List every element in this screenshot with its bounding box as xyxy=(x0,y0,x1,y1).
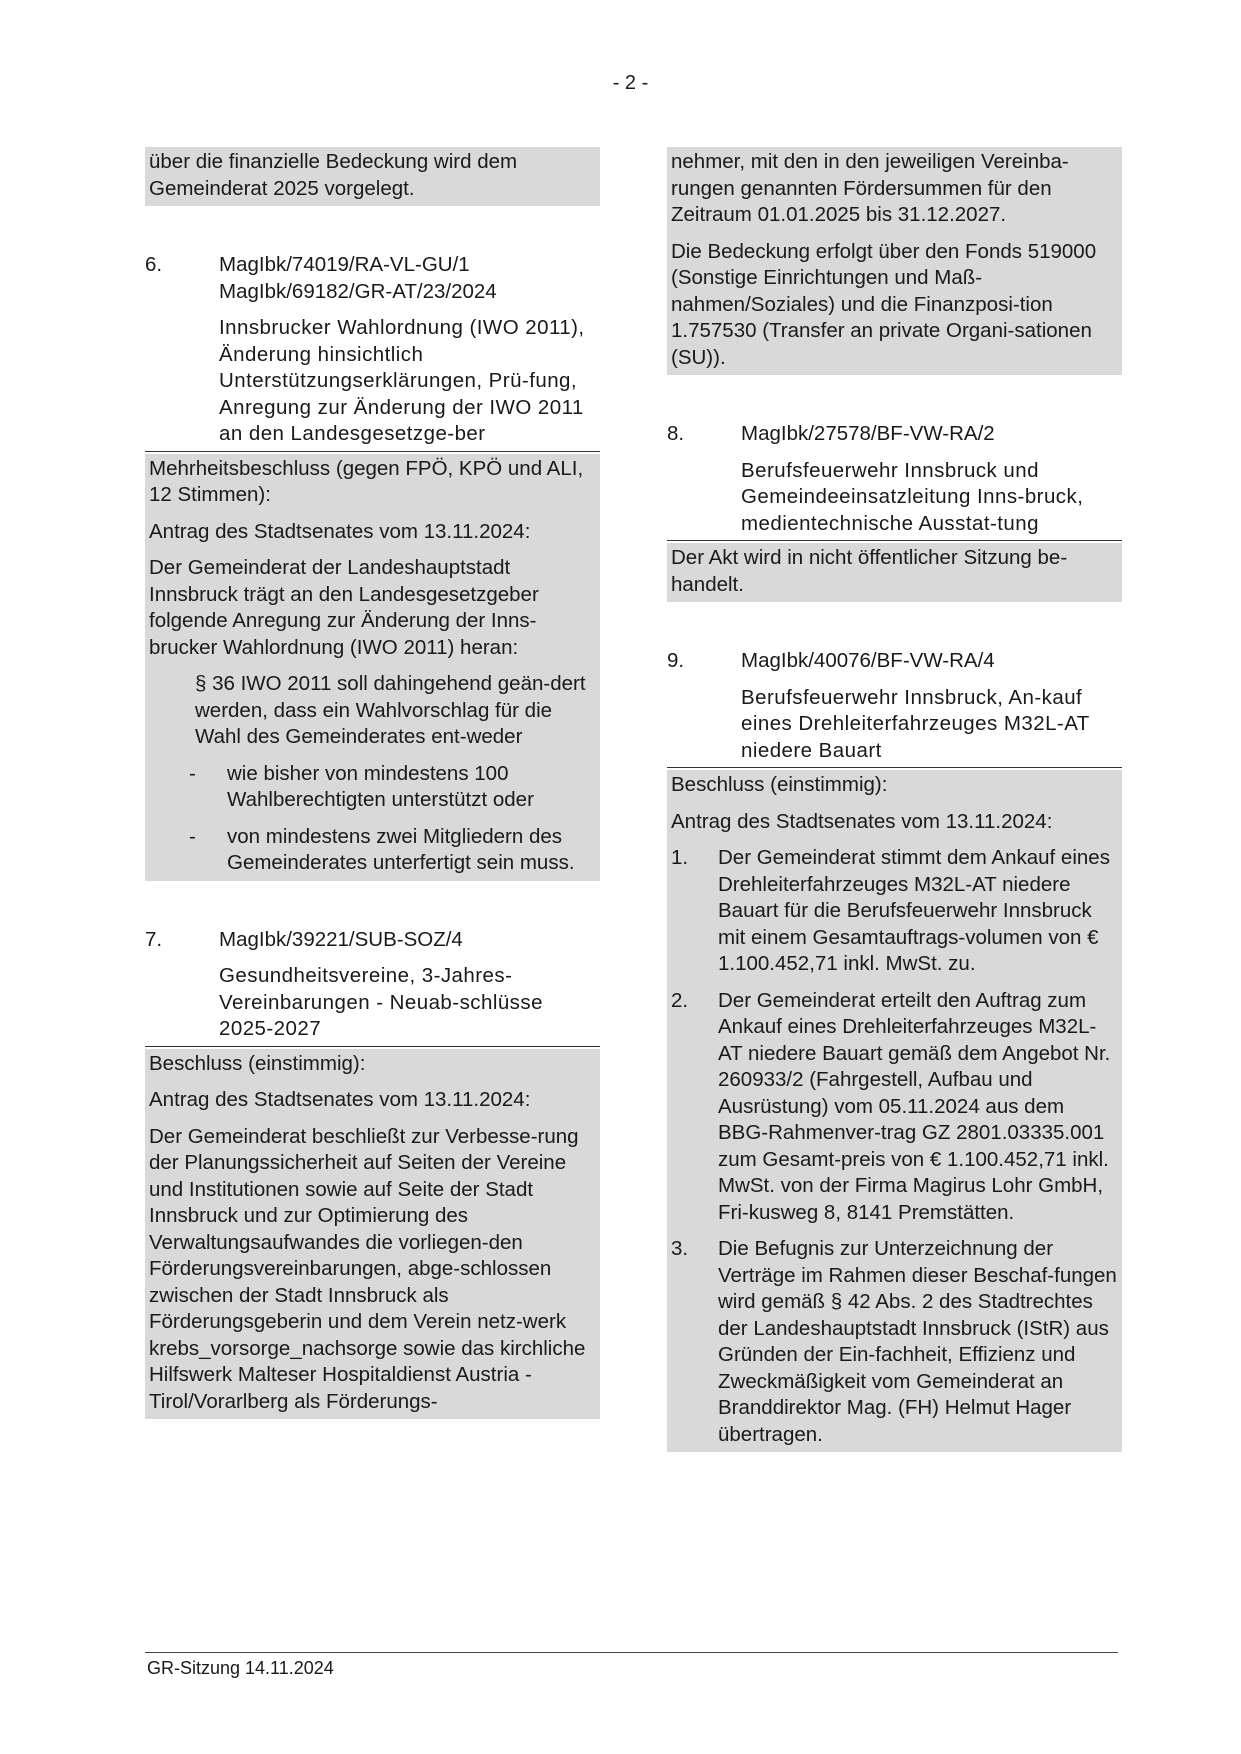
item-8-divider xyxy=(667,540,1122,541)
item-7-motion: Antrag des Stadtsenates vom 13.11.2024: xyxy=(149,1088,531,1111)
item-6-head xyxy=(145,252,600,305)
dash-text: von mindestens zwei Mitgliedern des Gemeinderates unterfertigt sein muss. xyxy=(227,824,575,874)
item-9-title: Berufsfeuerwehr Innsbruck, An-kauf eines Drehleiterfahrzeuges M32L-AT niedere Bauart xyxy=(741,685,1090,762)
item-6-refs xyxy=(219,252,600,305)
agenda-item-6 xyxy=(145,252,600,881)
item-7-body: Der Gemeinderat beschließt zur Verbesse-rung der Planungssicherheit auf Seiten der Vereine und Institutionen sowie auf Seite der Stadt Innsbruck und zur Optimierung des Verwaltungsaufwandes die vorliegen-den Förderungsvereinbarungen, abge-schlossen zwischen der Stadt Innsbruck als Förderungsgeberin und dem Verein netz-werk krebs_vorsorge_nachsorge sowie das kirchliche Hilfswerk Malteser Hospitaldienst Austria - Tirol/Vorarlberg als Förderungs- xyxy=(149,1124,586,1413)
left-column xyxy=(145,147,600,1419)
point-number: 2. xyxy=(671,988,689,1012)
item-9-number: 9. xyxy=(667,649,685,672)
item-8-note: Der Akt wird in nicht öffentlicher Sitzung be-handelt. xyxy=(671,546,1068,596)
dash-text: wie bisher von mindestens 100 Wahlberechtigten unterstützt oder xyxy=(227,761,534,811)
item-7-head xyxy=(145,927,600,954)
continued-block xyxy=(667,147,1122,375)
dash-mark: - xyxy=(189,761,196,785)
item-9-ref: MagIbk/40076/BF-VW-RA/4 xyxy=(741,649,995,672)
right-column xyxy=(667,147,1122,1452)
item-8-ref: MagIbk/27578/BF-VW-RA/2 xyxy=(741,422,995,445)
intro-text: über die finanzielle Bedeckung wird dem Gemeinderat 2025 vorgelegt. xyxy=(149,150,518,200)
item-7-refs xyxy=(219,927,600,954)
item-7-number: 7. xyxy=(145,927,163,951)
footer-text: GR-Sitzung 14.11.2024 xyxy=(147,1658,334,1678)
dash-mark: - xyxy=(189,824,196,848)
agenda-item-9 xyxy=(667,648,1122,1452)
item-9-motion: Antrag des Stadtsenates vom 13.11.2024: xyxy=(671,809,1053,833)
item-7-ref: MagIbk/39221/SUB-SOZ/4 xyxy=(219,927,463,951)
item-6-dash-item xyxy=(189,761,595,814)
item-7-decision: Beschluss (einstimmig): xyxy=(149,1051,366,1075)
point-text: Der Gemeinderat stimmt dem Ankauf eines Drehleiterfahrzeuges M32L-AT niedere Bauart für die Berufsfeuerwehr Innsbruck mit einem Gesamtauftrags-volumen von € 1.100.452,71 inkl. MwSt. zu. xyxy=(718,846,1110,975)
item-8-note-block xyxy=(667,543,1122,602)
item-6-divider xyxy=(145,451,600,452)
item-6-body: Der Gemeinderat der Landeshauptstadt Innsbruck trägt an den Landesgesetzgeber folgende Anregung zur Änderung der Inns-brucker Wahlordnung (IWO 2011) heran: xyxy=(149,556,539,659)
item-7-decision-block xyxy=(145,1049,600,1420)
item-6-decision: Mehrheitsbeschluss (gegen FPÖ, KPÖ und ALI, 12 Stimmen): xyxy=(149,456,584,506)
item-6-ref: MagIbk/69182/GR-AT/23/2024 xyxy=(219,279,497,303)
item-8-refs xyxy=(741,421,1122,448)
item-8-number: 8. xyxy=(667,422,685,445)
footer-divider xyxy=(145,1652,1118,1653)
point-number: 3. xyxy=(671,1237,689,1260)
intro-block xyxy=(145,147,600,206)
item-6-title: Innsbrucker Wahlordnung (IWO 2011), Änderung hinsichtlich Unterstützungserklärungen, Prü-fung, Anregung zur Änderung der IWO 2011 an den Landesgesetzge-ber xyxy=(219,316,585,445)
agenda-item-7 xyxy=(145,927,600,1420)
item-9-head xyxy=(667,648,1122,675)
item-6-number: 6. xyxy=(145,253,163,276)
item-6-dash-item xyxy=(189,824,595,877)
item-6-motion: Antrag des Stadtsenates vom 13.11.2024: xyxy=(149,519,531,543)
item-6-quote: § 36 IWO 2011 soll dahingehend geän-dert werden, dass ein Wahlvorschlag für die Wahl des Gemeinderates ent-weder xyxy=(195,672,586,748)
item-6-ref: MagIbk/74019/RA-VL-GU/1 xyxy=(219,253,470,276)
item-9-divider xyxy=(667,767,1122,768)
coverage-text: Die Bedeckung erfolgt über den Fonds 519000 (Sonstige Einrichtungen und Maß-nahmen/Soziales) und die Finanzposi-tion 1.757530 (Transfer an private Organi-sationen (SU)). xyxy=(671,239,1097,369)
item-7-title: Gesundheitsvereine, 3-Jahres-Vereinbarungen - Neuab-schlüsse 2025-2027 xyxy=(219,964,543,1040)
point-text: Die Befugnis zur Unterzeichnung der Verträge im Rahmen dieser Beschaf-fungen wird gemäß § 42 Abs. 2 des Stadtrechtes der Landeshauptstadt Innsbruck (IStR) aus Gründen der Ein-fachheit, Effizienz und Zweckmäßigkeit vom Gemeinderat an Branddirektor Mag. (FH) Helmut Hager übertragen. xyxy=(718,1237,1117,1446)
point-text: Der Gemeinderat erteilt den Auftrag zum Ankauf eines Drehleiterfahrzeuges M32L-AT niedere Bauart gemäß dem Angebot Nr. 260933/2 (Fahrgestell, Aufbau und Ausrüstung) vom 05.11.2024 aus dem BBG-Rahmenver-trag GZ 2801.03335.001 zum Gesamt-preis von € 1.100.452,71 inkl. MwSt. von der Firma Magirus Lohr GmbH, Fri-kusweg 8, 8141 Premstätten. xyxy=(718,988,1111,1224)
item-9-point xyxy=(671,988,1117,1227)
item-6-decision-block xyxy=(145,454,600,881)
item-9-point xyxy=(671,845,1117,978)
point-number: 1. xyxy=(671,846,689,869)
item-9-decision-block xyxy=(667,770,1122,1452)
item-9-refs xyxy=(741,648,1122,675)
item-9-point xyxy=(671,1236,1117,1448)
item-9-decision: Beschluss (einstimmig): xyxy=(671,773,888,796)
item-8-title: Berufsfeuerwehr Innsbruck und Gemeindeeinsatzleitung Inns-bruck, medientechnische Ausstat-tung xyxy=(741,458,1084,535)
agenda-item-8 xyxy=(667,421,1122,602)
continued-text: nehmer, mit den in den jeweiligen Vereinba-rungen genannten Fördersummen für den Zeitraum 01.01.2025 bis 31.12.2027. xyxy=(671,150,1069,226)
item-8-head xyxy=(667,421,1122,448)
page-number: - 2 - xyxy=(612,72,649,94)
item-7-divider xyxy=(145,1046,600,1047)
